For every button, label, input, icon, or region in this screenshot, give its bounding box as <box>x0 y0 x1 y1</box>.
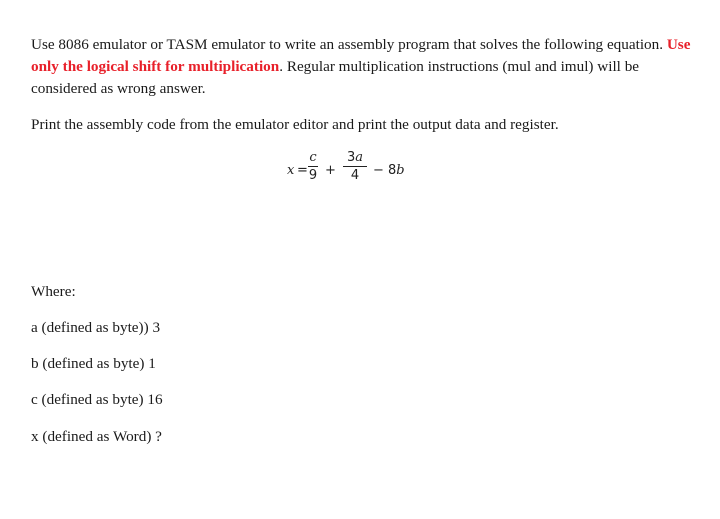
minus-coefficient: − 8 <box>373 163 397 178</box>
equation <box>287 148 427 192</box>
equation-equals: = <box>297 163 308 178</box>
definition-c: c (defined as byte) 16 <box>31 391 163 408</box>
equation-minus-term <box>373 163 405 178</box>
fraction-denominator: 9 <box>308 168 318 183</box>
definition-x: x (defined as Word) ? <box>31 428 162 445</box>
equation-lhs: x <box>287 163 295 178</box>
fraction-denominator: 4 <box>350 168 360 183</box>
fraction-3a-over-4 <box>343 150 367 183</box>
fraction-bar <box>308 166 318 167</box>
intro-text-continued: . Regular multiplication instructions (mul and imul) will be considered as wrong answer. <box>31 58 640 97</box>
minus-variable: b <box>396 163 405 178</box>
question-paragraph <box>31 34 691 100</box>
equation-plus: + <box>325 163 336 178</box>
where-label: Where: <box>31 283 76 300</box>
definition-b: b (defined as byte) 1 <box>31 355 156 372</box>
intro-text: Use 8086 emulator or TASM emulator to write an assembly program that solves the following equation. <box>31 36 664 53</box>
numerator-variable: a <box>355 150 364 165</box>
fraction-numerator <box>343 150 367 165</box>
fraction-c-over-9 <box>308 150 318 183</box>
fraction-numerator: c <box>309 150 317 165</box>
highlight-instruction: Use only the logical shift for multiplication <box>31 36 691 75</box>
fraction-bar <box>343 166 367 167</box>
numerator-coefficient: 3 <box>346 150 356 165</box>
print-instruction: Print the assembly code from the emulator editor and print the output data and register. <box>31 116 559 133</box>
definition-a: a (defined as byte)) 3 <box>31 319 161 336</box>
